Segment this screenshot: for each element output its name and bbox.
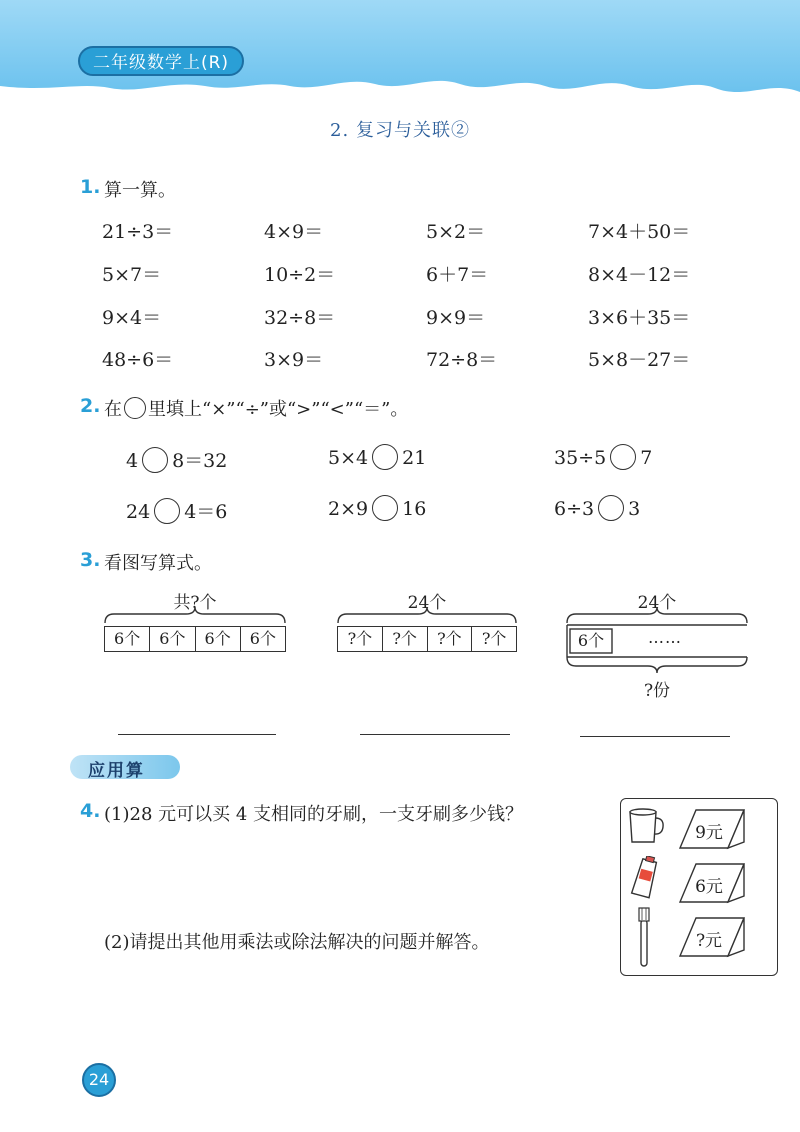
calc-item: 32÷8＝	[264, 307, 336, 329]
fig1-brace	[104, 606, 286, 624]
calc-item: 5×2＝	[426, 221, 486, 243]
q4-number: 4.	[80, 800, 101, 822]
page-number: 24	[82, 1063, 116, 1097]
fig1-cell: 6个	[150, 627, 195, 651]
fig3-top-brace	[566, 606, 748, 624]
fig2-top-label: 24个	[407, 593, 447, 613]
blank-circle-icon	[124, 397, 146, 419]
calc-item: 5×7＝	[102, 264, 162, 286]
calc-item: 4×9＝	[264, 221, 324, 243]
answer-circle[interactable]	[610, 444, 636, 470]
compare-left: 4	[126, 450, 139, 472]
calc-item: 48÷6＝	[102, 349, 174, 371]
section-label: 应用算	[88, 761, 145, 781]
fig1-top-label: 共?个	[173, 593, 217, 613]
calc-item: 72÷8＝	[426, 349, 498, 371]
compare-left: 6÷3	[554, 498, 595, 520]
calc-item: 6＋7＝	[426, 264, 489, 286]
fig3-top-label: 24个	[637, 593, 677, 613]
answer-circle[interactable]	[372, 495, 398, 521]
fig3-bottom-label: ?份	[643, 681, 671, 701]
fig1-boxes	[104, 626, 286, 652]
fig3-first-cell: 6个	[577, 631, 605, 650]
answer-line[interactable]	[360, 734, 510, 735]
fig2-boxes	[337, 626, 517, 652]
answer-line[interactable]	[580, 736, 730, 737]
answer-circle[interactable]	[142, 447, 168, 473]
page-title: 2. 复习与关联②	[330, 120, 470, 141]
toothpaste-icon	[630, 856, 660, 902]
compare-item	[328, 497, 426, 523]
answer-circle[interactable]	[598, 495, 624, 521]
fig2-brace	[337, 606, 517, 624]
fig2-cell: ?个	[481, 629, 507, 648]
calc-item: 8×4－12＝	[588, 264, 691, 286]
compare-left: 5×4	[328, 447, 369, 469]
mug-icon	[626, 806, 666, 846]
grade-badge: 二年级数学上(R)	[78, 46, 244, 76]
fig2-cell: ?个	[338, 627, 383, 651]
compare-left: 24	[126, 501, 151, 523]
q4-part1: (1)28 元可以买 4 支相同的牙刷，一支牙刷多少钱？	[104, 804, 524, 825]
compare-item	[126, 497, 227, 526]
calc-item: 9×9＝	[426, 307, 486, 329]
compare-right: 3	[628, 498, 641, 520]
q2-prompt-b: 里填上“×”“÷”或“>”“<”“＝”。	[148, 399, 409, 420]
compare-right: 16	[402, 498, 427, 520]
q2-prompt	[104, 395, 408, 421]
compare-item	[328, 446, 426, 472]
price-label: 6元	[695, 877, 723, 897]
fig3-dots: ……	[648, 628, 682, 647]
q1-number: 1.	[80, 176, 101, 198]
fig2-cell: ?个	[428, 627, 473, 651]
q4-part2: (2)请提出其他用乘法或除法解决的问题并解答。	[104, 932, 490, 953]
calc-item: 10÷2＝	[264, 264, 336, 286]
calc-item: 9×4＝	[102, 307, 162, 329]
compare-right: 21	[402, 447, 427, 469]
compare-left: 2×9	[328, 498, 369, 520]
toothbrush-icon	[634, 906, 654, 968]
compare-right: 4＝6	[184, 501, 228, 523]
fig3-bottom-brace	[566, 656, 748, 674]
q3-number: 3.	[80, 549, 101, 571]
q2-prompt-a: 在	[104, 399, 122, 420]
fig1-cell: 6个	[249, 629, 276, 648]
answer-line[interactable]	[118, 734, 276, 735]
compare-item	[126, 446, 227, 475]
fig1-cell: 6个	[105, 627, 150, 651]
calc-item: 21÷3＝	[102, 221, 174, 243]
q2-number: 2.	[80, 395, 101, 417]
compare-right: 7	[640, 447, 653, 469]
calc-item: 7×4＋50＝	[588, 221, 691, 243]
calc-item: 3×6＋35＝	[588, 307, 691, 329]
answer-circle[interactable]	[372, 444, 398, 470]
price-label: 9元	[695, 823, 723, 843]
fig2-cell: ?个	[383, 627, 428, 651]
q1-prompt: 算一算。	[104, 180, 176, 201]
answer-circle[interactable]	[154, 498, 180, 524]
compare-right: 8＝32	[172, 450, 228, 472]
compare-left: 35÷5	[554, 447, 607, 469]
calc-item: 3×9＝	[264, 349, 324, 371]
compare-item	[554, 497, 640, 523]
fig1-cell: 6个	[196, 627, 241, 651]
price-label: ?元	[695, 931, 723, 951]
q3-prompt: 看图写算式。	[104, 553, 212, 574]
calc-item: 5×8－27＝	[588, 349, 691, 371]
compare-item	[554, 446, 652, 472]
